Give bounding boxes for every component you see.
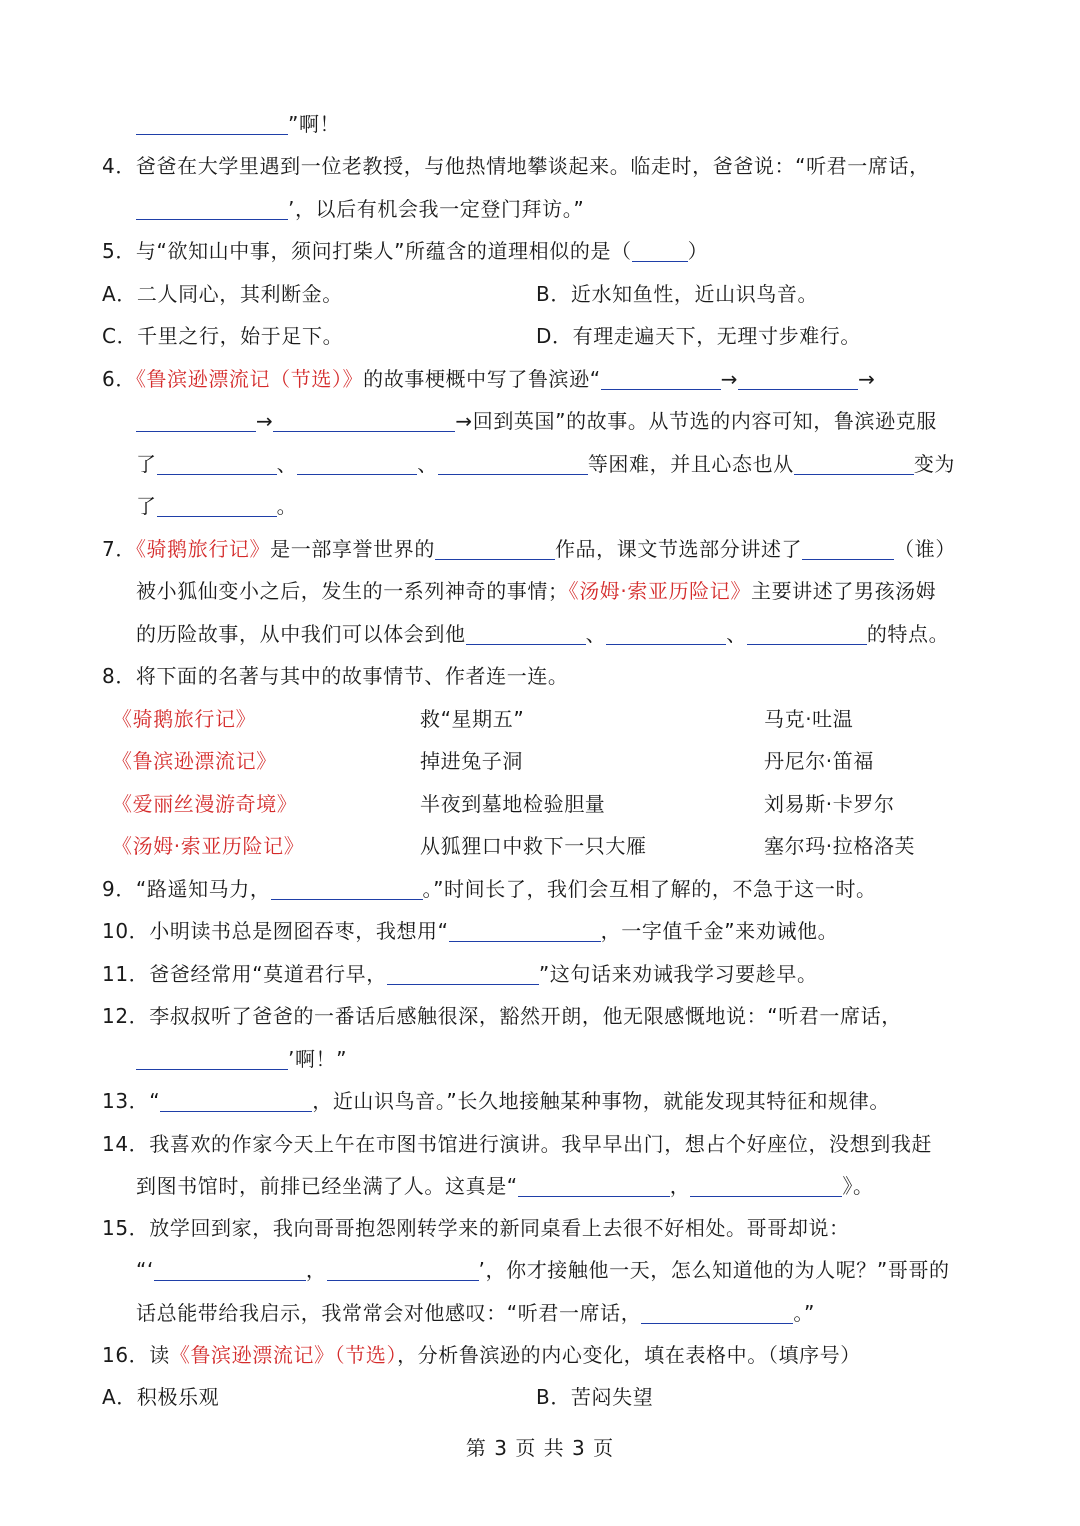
blank[interactable] [606,620,726,645]
blank[interactable] [738,365,858,390]
text: 的历险故事，从中我们可以体会到他 [136,622,466,646]
text: ，分析鲁滨逊的内心变化，填在表格中。（填序号） [397,1343,861,1367]
text: 作品，课文节选部分讲述了 [554,537,803,561]
text: 了 [136,452,157,476]
blank[interactable] [327,1256,479,1281]
blank[interactable] [466,620,586,645]
match-book[interactable]: 《鲁滨逊漂流记》 [112,749,277,773]
question-8: 8．将下面的名著与其中的故事情节、作者连一连。 [102,664,569,688]
match-plot[interactable]: 从狐狸口中救下一只大雁 [420,834,647,858]
text: 的故事梗概中写了鲁滨逊“ [363,367,601,391]
blank[interactable] [449,917,601,942]
blank[interactable] [641,1299,793,1324]
text: 16．读 [102,1343,170,1367]
text: 。”时间长了，我们会互相了解的，不急于这一时。 [422,877,877,901]
question-12: 12．李叔叔听了爸爸的一番话后感触很深，豁然开朗，他无限感慨地说：“听君一席话， [102,1004,902,1028]
text: 、 [726,622,747,646]
text: 。” [793,1301,815,1325]
blank[interactable] [747,620,867,645]
question-6-cont1 [136,401,976,441]
text: 、 [276,452,298,476]
blank[interactable] [154,1256,306,1281]
text: 11．爸爸经常用“莫道君行早， [102,962,387,986]
question-15-cont1 [136,1250,976,1290]
question-14: 14．我喜欢的作家今天上午在市图书馆进行演讲。我早早出门，想占个好座位，没想到我赶 [102,1132,933,1156]
question-7 [102,529,976,569]
text: 13．“ [102,1089,161,1113]
text: ’，以后有机会我一定登门拜访。” [288,197,585,221]
question-9 [102,869,976,909]
text: 、 [417,452,438,476]
text: 、 [585,622,607,646]
question-4 [102,146,976,186]
question-7-cont2 [136,614,976,654]
option-5b: B．近水知鱼性，近山识鸟音。 [536,282,819,306]
text: ， [305,1258,327,1282]
text: 的特点。 [866,622,950,646]
question-12-cont [136,1039,976,1079]
text: ’，你才接触他一天，怎么知道他的为人呢？”哥哥的 [478,1258,950,1282]
match-plot[interactable]: 半夜到墓地检验胆量 [420,792,606,816]
blank[interactable] [273,407,455,432]
question-6-cont2 [136,444,976,484]
line-q3-end [136,104,976,144]
arrow-icon: → [858,367,876,391]
blank[interactable] [136,195,288,220]
blank[interactable] [518,1172,670,1197]
blank[interactable] [802,535,894,560]
question-15-cont2 [136,1293,976,1333]
question-10 [102,911,976,951]
text: ， [669,1174,691,1198]
text: 9．“路遥知马力， [102,877,271,901]
match-author[interactable]: 马克·吐温 [764,707,854,731]
blank[interactable] [160,1087,312,1112]
question-11 [102,954,976,994]
option-16a: A．积极乐观 [102,1385,220,1409]
book-title: 《汤姆·索亚历险记》 [568,579,751,603]
match-author[interactable]: 丹尼尔·笛福 [764,749,874,773]
text: 变为 [913,452,956,476]
text: →回到英国”的故事。从节选的内容可知，鲁滨逊克服 [455,409,937,433]
text: 等困难，并且心态也从 [587,452,794,476]
text: ”啊！ [288,112,341,136]
match-author[interactable]: 刘易斯·卡罗尔 [764,792,895,816]
blank[interactable] [794,450,914,475]
book-title: 《鲁滨逊漂流记》（节选） [169,1343,398,1367]
page-footer: 第 3 页 共 3 页 [465,1436,615,1460]
text: ”这句话来劝诫我学习要趁早。 [538,962,818,986]
blank[interactable] [157,492,277,517]
blank[interactable] [136,110,288,135]
option-16b: B．苦闷失望 [536,1385,654,1409]
text: ，近山识鸟音。”长久地接触某种事物，就能发现其特征和规律。 [312,1089,890,1113]
text: 6． [102,367,136,391]
question-13 [102,1081,976,1121]
text: 7． [102,537,136,561]
option-5a: A．二人同心，其利断金。 [102,282,343,306]
question-4-cont [136,189,976,229]
text: 话总能带给我启示，我常常会对他感叹：“听君一席话， [136,1301,642,1325]
question-7-cont1 [136,571,976,611]
arrow-icon: → [720,367,739,391]
blank[interactable] [157,450,277,475]
match-author[interactable]: 塞尔玛·拉格洛芙 [764,834,916,858]
blank[interactable] [435,535,555,560]
text: 4．爸爸在大学里遇到一位老教授，与他热情地攀谈起来。临走时，爸爸说：“听君一席话， [102,154,930,178]
book-title: 《鲁滨逊漂流记（节选）》 [135,367,364,391]
question-16 [102,1335,976,1375]
text: 。 [276,494,298,518]
text: “‘ [136,1258,154,1282]
blank[interactable] [387,960,539,985]
text: 到图书馆时，前排已经坐满了人。这真是“ [136,1174,518,1198]
text: ’啊！” [288,1047,348,1071]
match-plot[interactable]: 掉进兔子洞 [420,749,523,773]
match-plot[interactable]: 救“星期五” [420,707,525,731]
blank[interactable] [136,1045,288,1070]
text: ） [687,239,709,263]
arrow-icon: → [256,409,274,433]
match-book[interactable]: 《爱丽丝漫游奇境》 [112,792,298,816]
blank[interactable] [271,875,423,900]
text: 被小狐仙变小之后，发生的一系列神奇的事情； [136,579,569,603]
text: （谁） [894,537,956,561]
text: 10．小明读书总是囫囵吞枣，我想用“ [102,919,449,943]
question-5 [102,231,976,271]
blank[interactable] [601,365,721,390]
blank[interactable] [632,237,688,262]
question-6-cont3 [136,486,976,526]
match-book[interactable]: 《骑鹅旅行记》 [112,707,257,731]
question-15: 15．放学回到家，我向哥哥抱怨刚转学来的新同桌看上去很不好相处。哥哥却说： [102,1216,850,1240]
option-5c: C．千里之行，始于足下。 [102,324,344,348]
text: 主要讲述了男孩汤姆 [750,579,937,603]
blank[interactable] [690,1172,842,1197]
text: ，一字值千金”来劝诫他。 [600,919,839,943]
text: 了 [136,494,157,518]
question-14-cont [136,1166,976,1206]
blank[interactable] [136,407,256,432]
question-6 [102,359,976,399]
text: 》。 [842,1174,874,1198]
option-5d: D．有理走遍天下，无理寸步难行。 [536,324,861,348]
text: 5．与“欲知山中事，须问打柴人”所蕴含的道理相似的是（ [102,239,632,263]
blank[interactable] [297,450,417,475]
text: 是一部享誉世界的 [270,537,435,561]
blank[interactable] [438,450,588,475]
match-book[interactable]: 《汤姆·索亚历险记》 [112,834,305,858]
book-title: 《骑鹅旅行记》 [135,537,271,561]
